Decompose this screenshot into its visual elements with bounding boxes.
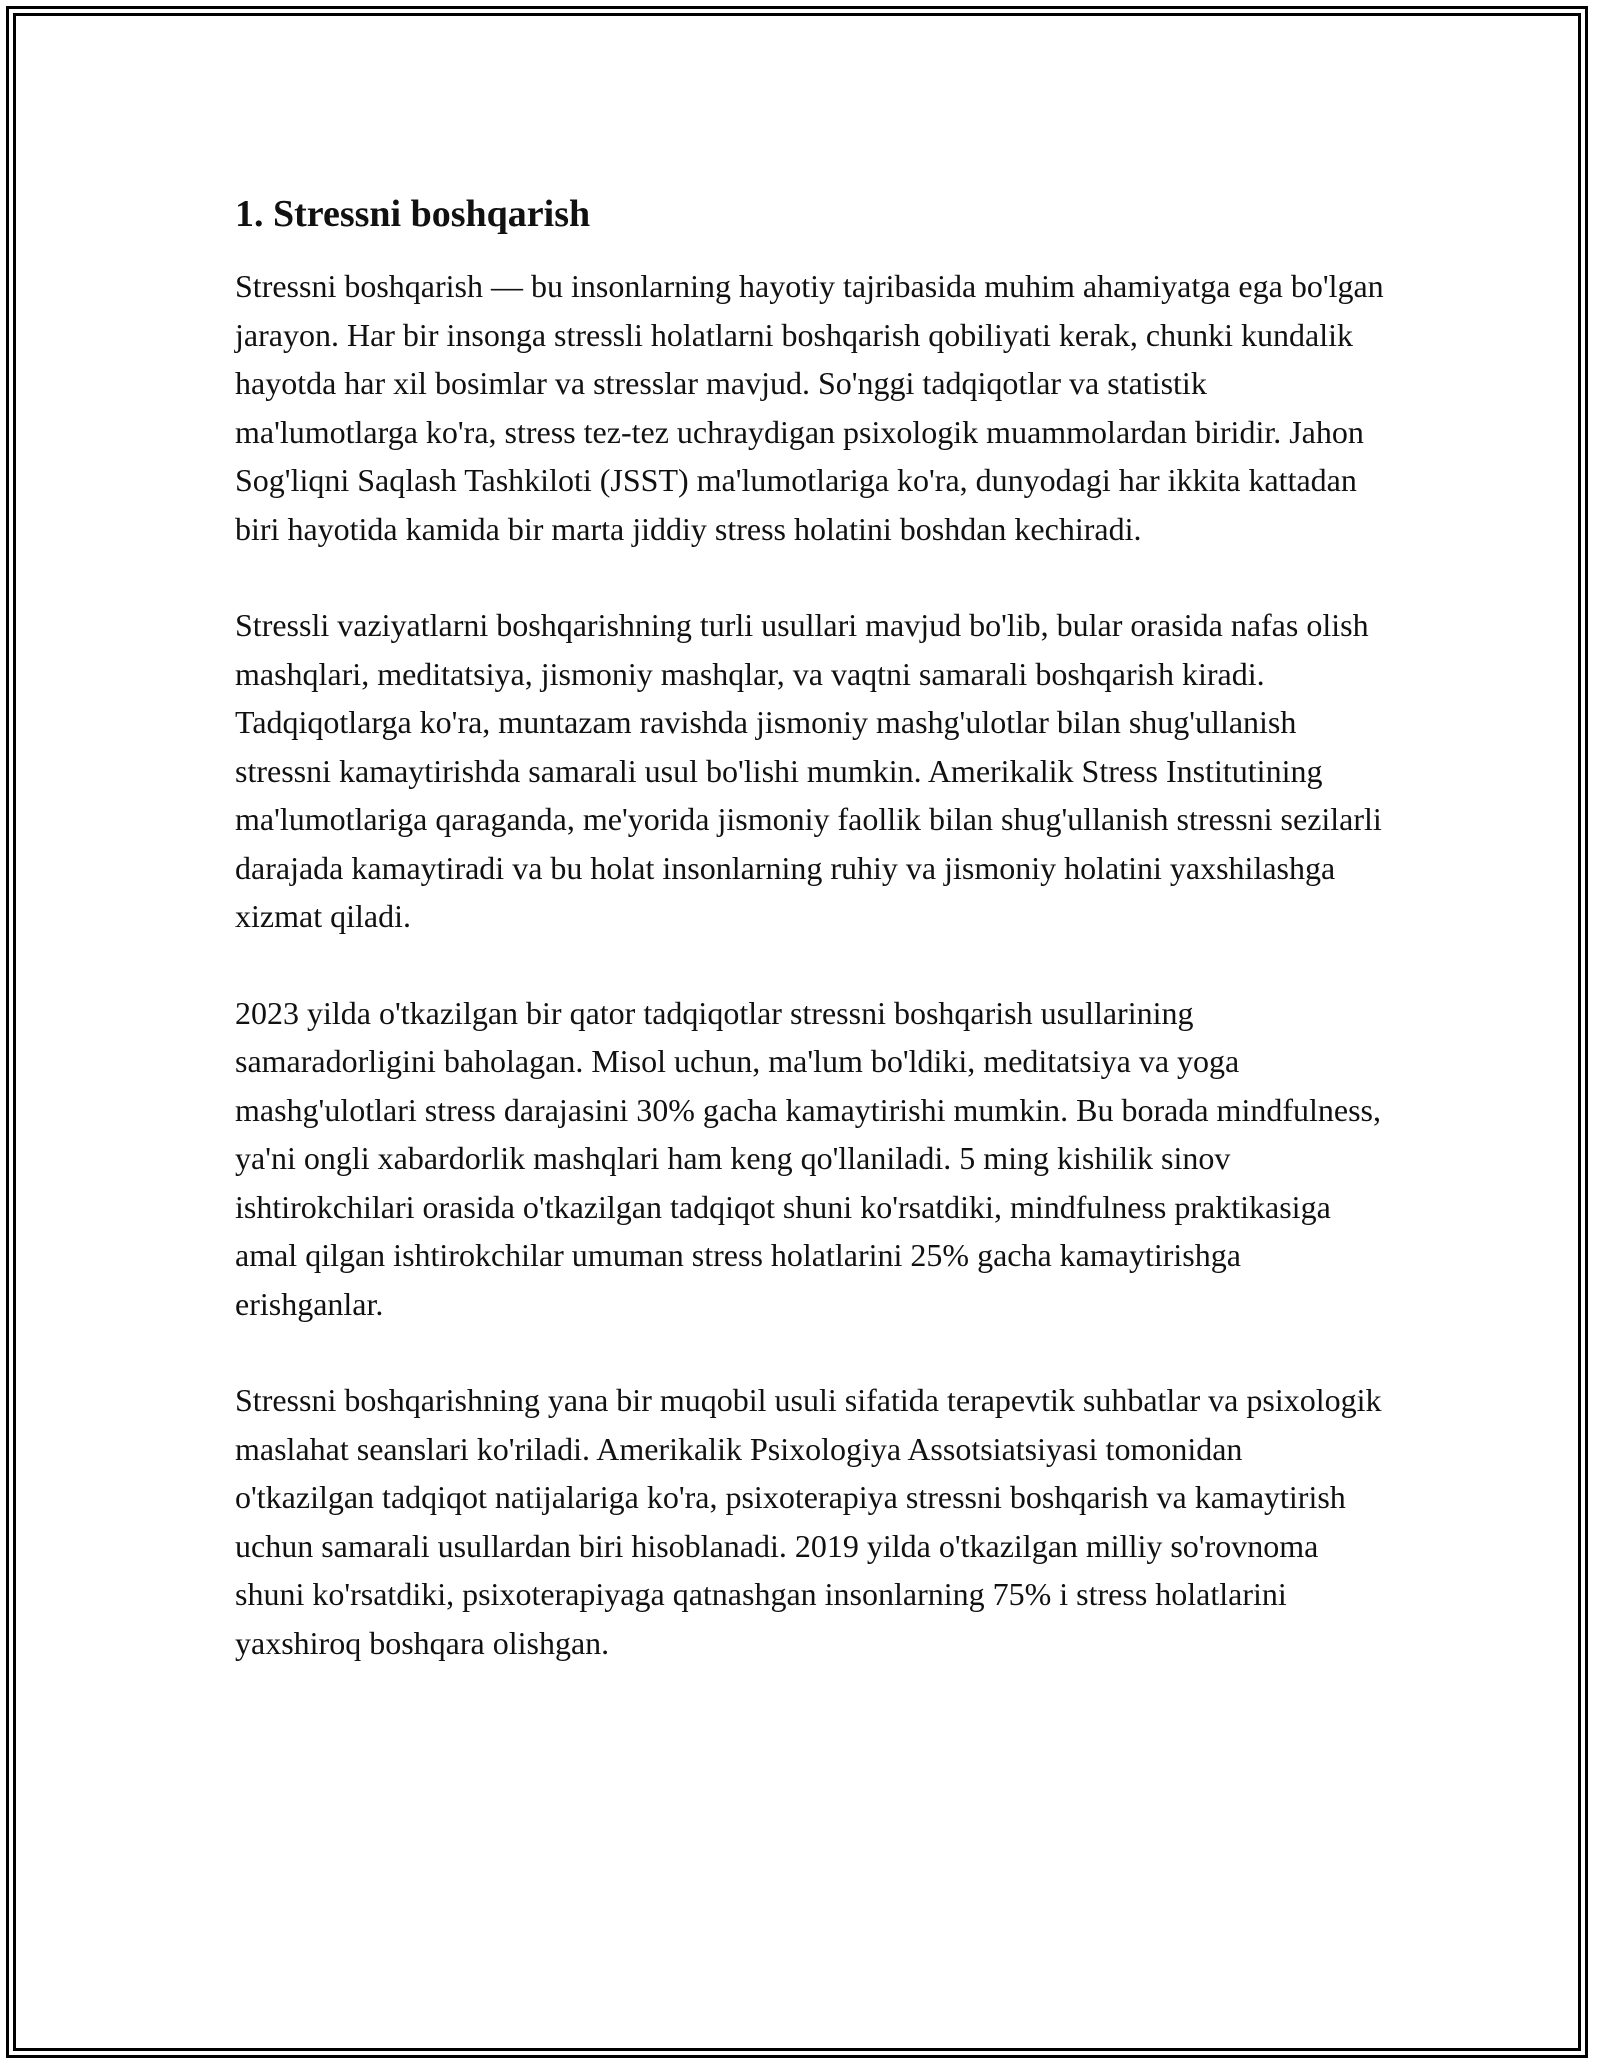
paragraph-2: Stressli vaziyatlarni boshqarishning turli usullari mavjud bo'lib, bular orasida nafas olish mashqlari, meditatsiya, jismoniy mashqlar, va vaqtni samarali boshqarish kiradi. Tadqiqotlarga ko'ra, muntazam ravishda jismoniy mashg'ulotlar bilan shug'ullanish stressni kamaytirishda samarali usul bo'lishi mumkin. Amerikalik Stress Institutining ma'lumotlariga qaraganda, me'yorida jismoniy faollik bilan shug'ullanish stressni sezilarli darajada kamaytiradi va bu holat insonlarning ruhiy va jismoniy holatini yaxshilashga xizmat qiladi. bbox=[235, 607, 1382, 934]
paragraph-1: Stressni boshqarish — bu insonlarning hayotiy tajribasida muhim ahamiyatga ega bo'lgan jarayon. Har bir insonga stressli holatlarni boshqarish qobiliyati kerak, chunki kundalik hayotda har xil bosimlar va stresslar mavjud. So'nggi tadqiqotlar va statistik ma'lumotlarga ko'ra, stress tez-tez uchraydigan psixologik muammolardan biridir. Jahon Sog'liqni Saqlash Tashkiloti (JSST) ma'lumotlariga ko'ra, dunyodagi har ikkita kattadan biri hayotida kamida bir marta jiddiy stress holatini boshdan kechiradi. bbox=[235, 268, 1384, 547]
section-heading: 1. Stressni boshqarish bbox=[235, 193, 591, 235]
document-body bbox=[235, 186, 1385, 1715]
paragraph-4: Stressni boshqarishning yana bir muqobil usuli sifatida terapevtik suhbatlar va psixologik maslahat seanslari ko'riladi. Amerikalik Psixologiya Assotsiatsiyasi tomonidan o'tkazilgan tadqiqot natijalariga ko'ra, psixoterapiya stressni boshqarish va kamaytirish uchun samarali usullardan biri hisoblanadi. 2019 yilda o'tkazilgan milliy so'rovnoma shuni ko'rsatdiki, psixoterapiyaga qatnashgan insonlarning 75% i stress holatlarini yaxshiroq boshqara olishgan. bbox=[235, 1382, 1382, 1661]
paragraph-3: 2023 yilda o'tkazilgan bir qator tadqiqotlar stressni boshqarish usullarining samaradorligini baholagan. Misol uchun, ma'lum bo'ldiki, meditatsiya va yoga mashg'ulotlari stress darajasini 30% gacha kamaytirishi mumkin. Bu borada mindfulness, ya'ni ongli xabardorlik mashqlari ham keng qo'llaniladi. 5 ming kishilik sinov ishtirokchilari orasida o'tkazilgan tadqiqot shuni ko'rsatdiki, mindfulness praktikasiga amal qilgan ishtirokchilar umuman stress holatlarini 25% gacha kamaytirishga erishganlar. bbox=[235, 994, 1381, 1322]
